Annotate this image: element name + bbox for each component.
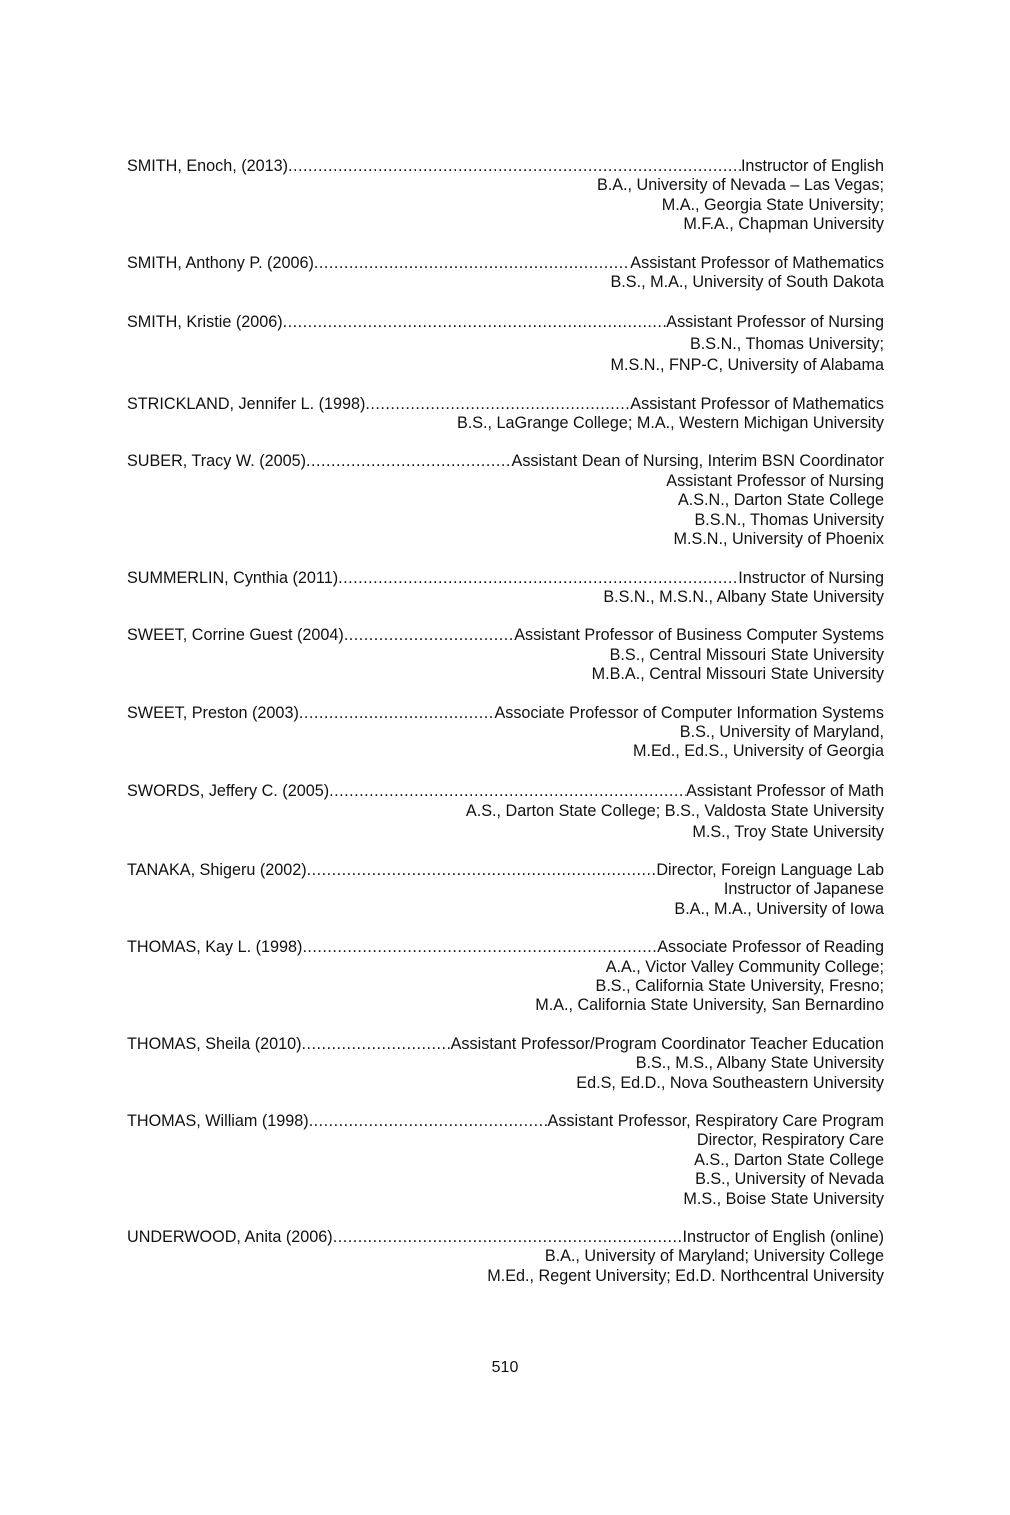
credential-line: B.A., University of Nevada – Las Vegas; — [596, 176, 884, 195]
entry-heading — [127, 254, 884, 273]
faculty-entry — [127, 861, 884, 919]
entry-heading — [127, 452, 884, 471]
faculty-title: Assistant Professor of Math — [686, 781, 884, 800]
faculty-name: SWORDS, Jeffery C. (2005) — [127, 781, 330, 800]
faculty-entry — [127, 313, 884, 375]
page-number: 510 — [491, 1359, 519, 1376]
credential-line: M.S., Troy State University — [692, 822, 884, 841]
credential-line: Ed.S, Ed.D., Nova Southeastern University — [576, 1073, 884, 1092]
faculty-name: SWEET, Corrine Guest (2004) — [127, 626, 344, 645]
dot-leader — [288, 157, 741, 176]
credential-line: A.S., Darton State College — [694, 1150, 884, 1169]
faculty-title: Assistant Professor of Nursing — [666, 313, 884, 332]
dot-leader — [338, 569, 738, 588]
credential-line: B.S., Central Missouri State University — [609, 645, 884, 664]
faculty-name: SUMMERLIN, Cynthia (2011) — [127, 568, 339, 587]
dot-leader — [283, 313, 667, 332]
faculty-title: Instructor of English (online) — [682, 1228, 884, 1247]
faculty-name: UNDERWOOD, Anita (2006) — [127, 1228, 333, 1247]
credential-line: B.S., California State University, Fresno; — [595, 977, 884, 995]
faculty-name: SMITH, Enoch, (2013) — [127, 157, 289, 175]
faculty-entry — [127, 1035, 884, 1093]
credential-line: B.S., M.S., Albany State University — [635, 1054, 884, 1073]
faculty-entry — [127, 1112, 884, 1209]
credential-line: A.A., Victor Valley Community College; — [605, 957, 884, 976]
credential-line: M.Ed., Regent University; Ed.D. Northcentral University — [487, 1266, 884, 1285]
faculty-name: TANAKA, Shigeru (2002) — [127, 860, 307, 879]
faculty-name: SMITH, Anthony P. (2006) — [127, 253, 314, 272]
faculty-title: Instructor of English — [740, 157, 884, 175]
faculty-entry — [127, 938, 884, 1016]
faculty-name: SWEET, Preston (2003) — [127, 703, 299, 722]
entry-heading — [127, 157, 884, 176]
dot-leader — [365, 395, 630, 414]
faculty-entry — [127, 626, 884, 684]
entry-heading — [127, 395, 884, 414]
faculty-entry — [127, 395, 884, 434]
credential-line: M.F.A., Chapman University — [683, 215, 884, 234]
faculty-title: Assistant Professor of Mathematics — [630, 253, 884, 272]
credential-line: M.S.N., University of Phoenix — [673, 530, 884, 549]
credential-line: Instructor of Japanese — [723, 880, 884, 899]
faculty-entry — [127, 157, 884, 235]
credential-line: B.S.N., Thomas University — [694, 510, 884, 529]
dot-leader — [307, 861, 657, 880]
faculty-name: STRICKLAND, Jennifer L. (1998) — [127, 394, 366, 413]
entry-heading — [127, 938, 884, 957]
dot-leader — [309, 1112, 548, 1131]
credential-line: B.S.N., M.S.N., Albany State University — [603, 587, 884, 606]
dot-leader — [344, 626, 514, 645]
credential-line: B.A., M.A., University of Iowa — [674, 899, 884, 918]
credential-line: M.S., Boise State University — [683, 1189, 884, 1208]
dot-leader — [329, 782, 686, 801]
faculty-entry — [127, 1228, 884, 1286]
credential-line: B.S., University of Nevada — [695, 1170, 884, 1189]
entry-heading — [127, 1112, 884, 1131]
credential-line: Assistant Professor of Nursing — [666, 471, 884, 490]
credential-line: B.A., University of Maryland; University College — [544, 1247, 884, 1266]
credential-line: A.S.N., Darton State College — [677, 491, 884, 510]
faculty-title: Assistant Dean of Nursing, Interim BSN Coordinator — [511, 452, 884, 471]
entry-heading — [127, 1228, 884, 1247]
faculty-name: SUBER, Tracy W. (2005) — [127, 452, 307, 471]
faculty-name: THOMAS, Sheila (2010) — [127, 1034, 302, 1053]
faculty-name: THOMAS, Kay L. (1998) — [127, 938, 303, 957]
faculty-name: THOMAS, William (1998) — [127, 1112, 309, 1131]
faculty-title: Assistant Professor, Respiratory Care Program — [547, 1112, 884, 1131]
credential-line: M.A., California State University, San Bernardino — [535, 996, 884, 1015]
credential-line: B.S., LaGrange College; M.A., Western Michigan University — [456, 414, 884, 433]
credential-line: Director, Respiratory Care — [696, 1131, 884, 1150]
dot-leader — [299, 704, 495, 723]
faculty-title: Associate Professor of Reading — [657, 938, 884, 957]
entry-heading — [127, 782, 884, 801]
dot-leader — [314, 254, 630, 273]
dot-leader — [302, 938, 657, 957]
credential-line: M.S.N., FNP-C, University of Alabama — [610, 356, 884, 375]
faculty-title: Assistant Professor/Program Coordinator Teacher Education — [450, 1034, 884, 1053]
entry-heading — [127, 313, 884, 332]
credential-line: B.S., University of Maryland, — [679, 722, 884, 741]
faculty-entry — [127, 782, 884, 842]
credential-line: B.S., M.A., University of South Dakota — [610, 273, 884, 292]
faculty-list — [127, 157, 884, 1286]
faculty-name: SMITH, Kristie (2006) — [127, 313, 283, 332]
faculty-title: Instructor of Nursing — [738, 568, 884, 587]
faculty-entry — [127, 452, 884, 549]
credential-line: B.S.N., Thomas University; — [689, 334, 884, 353]
entry-heading — [127, 1035, 884, 1054]
entry-heading — [127, 569, 884, 588]
faculty-entry — [127, 254, 884, 293]
entry-heading — [127, 704, 884, 723]
faculty-entry — [127, 704, 884, 762]
faculty-entry — [127, 569, 884, 608]
dot-leader — [302, 1035, 451, 1054]
entry-heading — [127, 626, 884, 645]
faculty-title: Assistant Professor of Business Computer Systems — [514, 626, 884, 645]
dot-leader — [333, 1228, 683, 1247]
credential-line: M.Ed., Ed.S., University of Georgia — [632, 742, 884, 761]
credential-line: M.A., Georgia State University; — [661, 195, 884, 214]
faculty-title: Director, Foreign Language Lab — [656, 860, 884, 879]
credential-line: A.S., Darton State College; B.S., Valdosta State University — [465, 802, 884, 821]
credential-line: M.B.A., Central Missouri State University — [591, 665, 884, 684]
faculty-title: Assistant Professor of Mathematics — [630, 394, 884, 413]
faculty-title: Associate Professor of Computer Information Systems — [494, 703, 884, 722]
entry-heading — [127, 861, 884, 880]
dot-leader — [306, 452, 512, 471]
